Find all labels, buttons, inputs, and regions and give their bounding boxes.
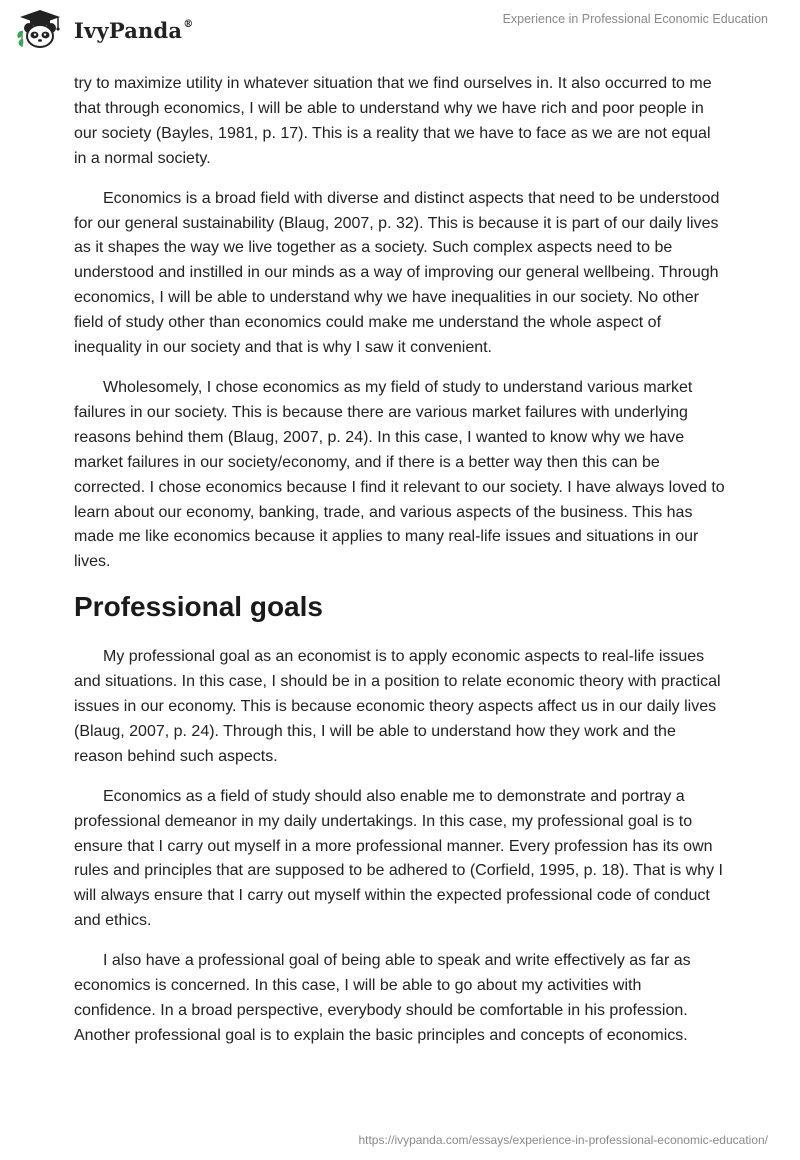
source-url[interactable]: https://ivypanda.com/essays/experience-in-professional-economic-education/ [358, 1133, 768, 1147]
paragraph: Economics as a field of study should also enable me to demonstrate and portray a professional demeanor in my daily undertakings. In this case, my professional goal is to ensure that I carry out myself in a more professional manner. Every profession has its own rules and principles that are supposed to be adhered to (Corfield, 1995, p. 18). That is why I will always ensure that I carry out myself within the expected professional code of conduct and ethics. [74, 787, 723, 930]
essay-body [74, 72, 726, 1064]
section-heading: Professional goals [74, 591, 323, 623]
paragraph: My professional goal as an economist is to apply economic aspects to real-life issues and situations. In this case, I should be in a position to relate economic theory with practical issues in our economy. This is because economic theory aspects affect us in our daily lives (Blaug, 2007, p. 24). Through this, I will be able to understand how they work and the reason behind such aspects. [74, 648, 721, 765]
paragraph: I also have a professional goal of being able to speak and write effectively as far as economics is concerned. In this case, I will be able to go about my activities with confidence. In a broad perspective, everybody should be comfortable in his profession. Another professional goal is to explain the basic principles and concepts of economics. [74, 952, 691, 1044]
brand-name: IvyPanda® [74, 17, 194, 43]
registered-mark: ® [183, 18, 194, 30]
panda-graduate-logo-icon [14, 8, 66, 50]
page-header [0, 0, 800, 72]
paragraph: Economics is a broad field with diverse and distinct aspects that need to be understood for our general sustainability (Blaug, 2007, p. 32). This is because it is part of our daily lives as it shapes the way we live together as a society. Such complex aspects need to be understood and instilled in our minds as a way of improving our general wellbeing. Through economics, I will be able to understand why we have inequalities in our society. No other field of study other than economics could make me understand the whole aspect of inequality in our society and that is why I saw it convenient. [74, 189, 720, 357]
paragraph: Wholesomely, I chose economics as my field of study to understand various market failures in our society. This is because there are various market failures with underlying reasons behind them (Blaug, 2007, p. 24). In this case, I wanted to know why we have market failures in our society/economy, and if there is a better way then this can be corrected. I chose economics because I find it relevant to our society. I have always loved to learn about our economy, banking, trade, and various aspects of the business. This has made me like economics because it applies to many real-life issues and situations in our lives. [74, 378, 725, 571]
paragraph: try to maximize utility in whatever situation that we find ourselves in. It also occurred to me that through economics, I will be able to understand why we have rich and poor people in our society (Bayles, 1981, p. 17). This is a reality that we have to face as we are not equal in a normal society. [74, 75, 712, 167]
ivypanda-logo[interactable] [14, 8, 193, 50]
document-title: Experience in Professional Economic Education [502, 12, 768, 26]
